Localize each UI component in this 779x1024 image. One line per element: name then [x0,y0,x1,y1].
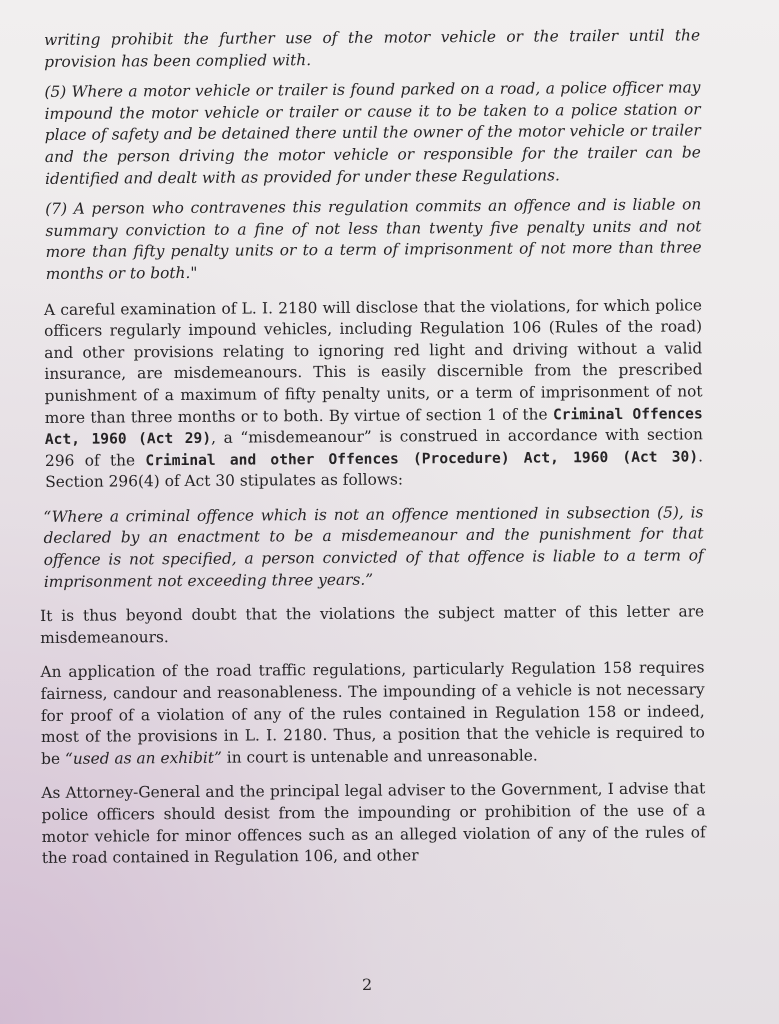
exhibit-phrase: “used as an exhibit” [64,748,222,768]
page-body [36,25,706,882]
act-30-reference: Criminal and other Offences (Procedure) Act, 1960 (Act 30) [145,448,699,469]
quote-subsection-5: (5) Where a motor vehicle or trailer is found parked on a road, a police officer may impound the motor vehicle or trailer or cause it to be taken to a police station or place of safety and be detained there until the owner of the motor vehicle or trailer and the person driving the motor vehicle or responsible for the trailer can be identified and dealt with as provided for under these Regulations. [44,78,701,188]
act-29-reference: Criminal Offences Act, 1960 (Act 29) [44,404,703,449]
page-number: 2 [362,975,373,994]
quote-section-296: “Where a criminal offence which is not an offence mentioned in subsection (5), is declared by an enactment to be a misdemeanour and the punishment for that offence is not specified, a person convicted of that offence is liable to a term of imprisonment not exceeding three years.” [43,503,704,591]
body-paragraph-advice: As Attorney-General and the principal legal adviser to the Government, I advise that police officers should desist from the impounding or prohibition of the use of a motor vehicle for minor offences such as an alleged violation of any of the rules of the road contained in Regulation 106, and other [41,779,706,868]
quote-subsection-7: (7) A person who contravenes this regulation commits an offence and is liable on summary conviction to a fine of not less than twenty five penalty units and not more than fifty penalty units or to a term of imprisonment of not more than three months or to both." [45,195,702,283]
paragraph-text: in court is untenable and unreasonable. [221,746,538,767]
paragraph-text: A careful examination of L. I. 2180 will disclose that the violations, for which police officers regularly impound vehicles, including Regulation 106 (Rules of the road) and other provisions relating to ignoring red light and driving without a valid insurance, are misdemeanours. This is easily discernible from the prescribed punishment of a maximum of fifty penalty units, or a term of imprisonment of not more than three months or to both. By virtue of section 1 of the [43,295,703,427]
paragraph-text: . Section 296(4) of Act 30 stipulates as follows: [45,447,704,492]
paragraph-text: , a “misdemeanour” is construed in accordance with section 296 of the [44,425,703,470]
quote-continuation: writing prohibit the further use of the motor vehicle or the trailer until the provision has been complied with. [44,26,701,71]
paragraph-text: An application of the road traffic regulations, particularly Regulation 158 requires fairness, candour and reasonableness. The impounding of a vehicle is not necessary for proof of a violation of any of the rules contained in Regulation 158 or indeed, most of the provisions in L. I. 2180. Thus, a position that the vehicle is required to be [40,658,705,768]
body-paragraph-examination [38,295,703,494]
body-paragraph-conclusion: It is thus beyond doubt that the violations the subject matter of this letter are misdemeanours. [40,602,705,647]
body-paragraph-application [40,658,705,771]
